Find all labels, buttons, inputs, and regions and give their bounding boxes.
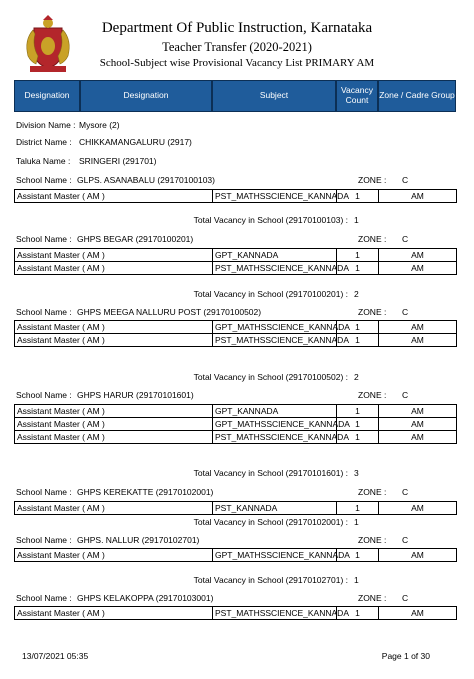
document-header — [0, 0, 474, 78]
cell-group: AM — [379, 502, 457, 515]
school-name: GHPS. NALLUR (29170102701) — [77, 535, 200, 545]
table-row — [15, 190, 457, 203]
cell-designation: Assistant Master ( AM ) — [15, 607, 213, 620]
column-header-designation-short: Designation — [14, 80, 80, 112]
cell-count: 1 — [337, 431, 379, 444]
school-label: School Name : — [16, 175, 72, 185]
cell-group: AM — [379, 321, 457, 334]
total-label: Total Vacancy in School (29170100201) : — [193, 289, 348, 299]
cell-subject: PST_MATHSSCIENCE_KANNADA — [213, 190, 337, 203]
table-row — [15, 321, 457, 334]
cell-subject: PST_MATHSSCIENCE_KANNADA — [213, 431, 337, 444]
school-total — [14, 289, 456, 300]
school-name: GHPS BEGAR (29170100201) — [77, 234, 194, 244]
cell-subject: GPT_MATHSSCIENCE_KANNADA — [213, 418, 337, 431]
cell-subject: GPT_KANNADA — [213, 405, 337, 418]
division-value: Mysore (2) — [79, 120, 120, 130]
taluka-label: Taluka Name : — [16, 156, 71, 166]
table-row — [15, 607, 457, 620]
school-name: GHPS HARUR (29170101601) — [77, 390, 194, 400]
cell-subject: PST_MATHSSCIENCE_KANNADA — [213, 334, 337, 347]
district-label: District Name : — [16, 137, 72, 147]
division-label: Division Name : — [16, 120, 76, 130]
footer-page-number: Page 1 of 30 — [381, 651, 430, 661]
school-header — [14, 234, 456, 246]
school-name: GLPS. ASANABALU (29170100103) — [77, 175, 215, 185]
total-value: 3 — [354, 468, 359, 478]
page-subtitle: Teacher Transfer (2020-2021) — [162, 40, 312, 54]
cell-designation: Assistant Master ( AM ) — [15, 418, 213, 431]
cell-group: AM — [379, 405, 457, 418]
cell-count: 1 — [337, 405, 379, 418]
cell-subject: PST_KANNADA — [213, 502, 337, 515]
zone-label: ZONE : — [358, 307, 387, 317]
zone-value: C — [402, 307, 409, 317]
cell-count: 1 — [337, 502, 379, 515]
zone-value: C — [402, 175, 409, 185]
table-row — [15, 549, 457, 562]
cell-count: 1 — [337, 262, 379, 275]
zone-label: ZONE : — [358, 593, 387, 603]
school-label: School Name : — [16, 487, 72, 497]
cell-count: 1 — [337, 190, 379, 203]
total-label: Total Vacancy in School (29170102001) : — [193, 517, 348, 527]
table-row — [15, 418, 457, 431]
cell-group: AM — [379, 262, 457, 275]
school-label: School Name : — [16, 535, 72, 545]
cell-designation: Assistant Master ( AM ) — [15, 431, 213, 444]
cell-designation: Assistant Master ( AM ) — [15, 405, 213, 418]
column-header-designation: Designation — [80, 80, 212, 112]
school-total — [14, 575, 456, 586]
school-name: GHPS KEREKATTE (29170102001) — [77, 487, 214, 497]
zone-label: ZONE : — [358, 234, 387, 244]
zone-value: C — [402, 593, 409, 603]
cell-count: 1 — [337, 549, 379, 562]
vacancy-table — [14, 248, 457, 275]
cell-subject: GPT_MATHSSCIENCE_KANNADA — [213, 321, 337, 334]
district-value: CHIKKAMANGALURU (2917) — [79, 137, 192, 147]
cell-designation: Assistant Master ( AM ) — [15, 262, 213, 275]
cell-count: 1 — [337, 607, 379, 620]
school-name: GHPS MEEGA NALLURU POST (29170100502) — [77, 307, 262, 317]
table-row — [15, 405, 457, 418]
school-label: School Name : — [16, 307, 72, 317]
column-header-zone-cadre: Zone / Cadre Group — [378, 80, 456, 112]
zone-value: C — [402, 234, 409, 244]
page-title: Department Of Public Instruction, Karnataka — [101, 20, 373, 36]
total-label: Total Vacancy in School (29170100502) : — [193, 372, 348, 382]
cell-group: AM — [379, 249, 457, 262]
cell-designation: Assistant Master ( AM ) — [15, 249, 213, 262]
total-value: 1 — [354, 215, 359, 225]
vacancy-table — [14, 606, 457, 620]
school-name: GHPS KELAKOPPA (29170103001) — [77, 593, 214, 603]
zone-label: ZONE : — [358, 175, 387, 185]
cell-count: 1 — [337, 321, 379, 334]
cell-count: 1 — [337, 249, 379, 262]
vacancy-table — [14, 189, 457, 203]
report-title: School-Subject wise Provisional Vacancy List PRIMARY AM — [99, 57, 375, 69]
table-row — [15, 334, 457, 347]
school-total — [14, 517, 456, 528]
total-value: 2 — [354, 289, 359, 299]
taluka-value: SRINGERI (291701) — [79, 156, 157, 166]
zone-value: C — [402, 535, 409, 545]
cell-group: AM — [379, 334, 457, 347]
school-label: School Name : — [16, 593, 72, 603]
table-row — [15, 502, 457, 515]
total-label: Total Vacancy in School (29170102701) : — [193, 575, 348, 585]
cell-designation: Assistant Master ( AM ) — [15, 502, 213, 515]
column-header-vacancy-count: Vacancy Count — [336, 80, 378, 112]
zone-label: ZONE : — [358, 535, 387, 545]
vacancy-table — [14, 404, 457, 444]
school-header — [14, 307, 456, 319]
zone-value: C — [402, 487, 409, 497]
cell-designation: Assistant Master ( AM ) — [15, 549, 213, 562]
school-header — [14, 175, 456, 187]
table-row — [15, 262, 457, 275]
cell-count: 1 — [337, 334, 379, 347]
cell-group: AM — [379, 418, 457, 431]
school-total — [14, 468, 456, 479]
total-value: 2 — [354, 372, 359, 382]
column-header-row — [14, 80, 456, 112]
zone-label: ZONE : — [358, 487, 387, 497]
total-label: Total Vacancy in School (29170101601) : — [193, 468, 348, 478]
total-value: 1 — [354, 575, 359, 585]
school-header — [14, 593, 456, 605]
cell-group: AM — [379, 190, 457, 203]
school-label: School Name : — [16, 390, 72, 400]
school-header — [14, 390, 456, 402]
cell-designation: Assistant Master ( AM ) — [15, 321, 213, 334]
footer-datetime: 13/07/2021 05:35 — [22, 651, 89, 661]
zone-label: ZONE : — [358, 390, 387, 400]
column-header-subject: Subject — [212, 80, 336, 112]
cell-subject: PST_MATHSSCIENCE_KANNADA — [213, 262, 337, 275]
vacancy-table — [14, 320, 457, 347]
cell-subject: PST_MATHSSCIENCE_KANNADA — [213, 607, 337, 620]
school-header — [14, 487, 456, 499]
table-row — [15, 431, 457, 444]
cell-count: 1 — [337, 418, 379, 431]
cell-subject: GPT_MATHSSCIENCE_KANNADA — [213, 549, 337, 562]
cell-subject: GPT_KANNADA — [213, 249, 337, 262]
cell-designation: Assistant Master ( AM ) — [15, 190, 213, 203]
vacancy-table — [14, 548, 457, 562]
school-total — [14, 372, 456, 383]
vacancy-table — [14, 501, 457, 515]
table-row — [15, 249, 457, 262]
cell-group: AM — [379, 431, 457, 444]
school-total — [14, 215, 456, 226]
zone-value: C — [402, 390, 409, 400]
school-header — [14, 535, 456, 547]
cell-designation: Assistant Master ( AM ) — [15, 334, 213, 347]
cell-group: AM — [379, 549, 457, 562]
total-value: 1 — [354, 517, 359, 527]
total-label: Total Vacancy in School (29170100103) : — [193, 215, 348, 225]
school-label: School Name : — [16, 234, 72, 244]
cell-group: AM — [379, 607, 457, 620]
